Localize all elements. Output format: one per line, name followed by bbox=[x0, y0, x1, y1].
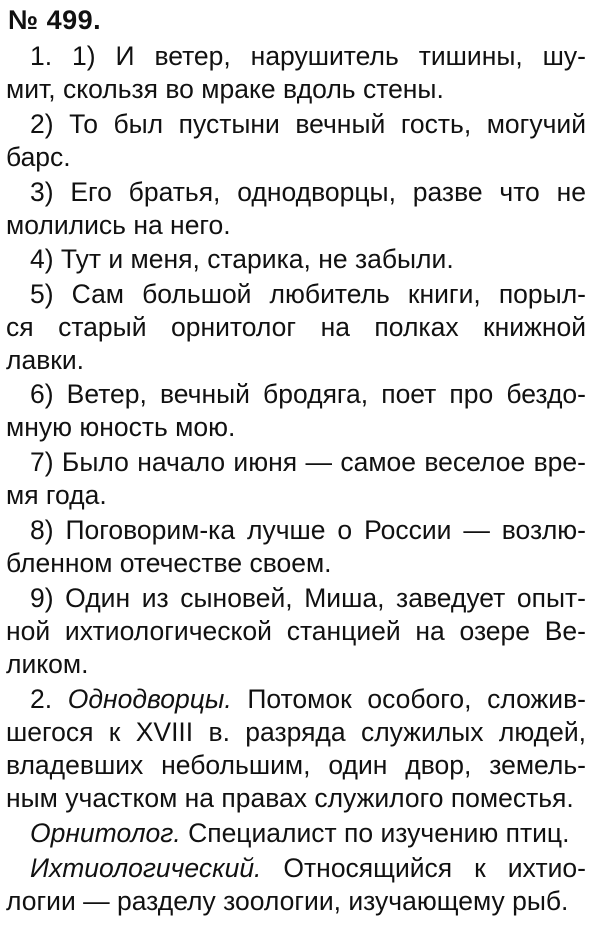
text-line: ся старый орнитолог на полках книжной bbox=[6, 312, 586, 342]
text-line: владевших небольшим, один двор, земель- bbox=[6, 750, 586, 780]
text-line: барс. bbox=[6, 142, 71, 172]
defined-term: Однодворцы. bbox=[67, 684, 232, 714]
definition-line bbox=[30, 817, 586, 850]
text-line: молились на него. bbox=[6, 210, 231, 240]
definition-text: Потомок особого, сложив- bbox=[231, 684, 586, 714]
text-line: 2) То был пустыни вечный гость, могучий bbox=[30, 109, 586, 139]
text-line: 9) Один из сыновей, Миша, заведует опыт- bbox=[30, 583, 586, 613]
definition-text: Специалист по изучению птиц. bbox=[180, 818, 570, 848]
text-line: ной ихтиологической станцией на озере Ве- bbox=[6, 616, 586, 646]
text-line: 8) Поговорим-ка лучше о России — возлю- bbox=[30, 515, 586, 545]
text-line: 3) Его братья, однодворцы, разве что не bbox=[30, 177, 586, 207]
text-line: шегося к XVIII в. разряда служилых людей, bbox=[6, 717, 586, 747]
defined-term: Орнитолог. bbox=[30, 818, 181, 848]
text-line: 7) Было начало июня — самое веселое вре- bbox=[30, 447, 586, 477]
text-line: ликом. bbox=[6, 649, 89, 679]
exercise-number: № 499. bbox=[8, 5, 102, 35]
definition-text: Относящийся к ихтио- bbox=[261, 853, 586, 883]
text-line: мя года. bbox=[6, 480, 107, 510]
text-line: лавки. bbox=[6, 345, 85, 375]
text-line: логии — разделу зоологии, изучающему рыб. bbox=[6, 886, 569, 916]
text-line: бленном отечестве своем. bbox=[6, 548, 332, 578]
definition-line bbox=[30, 683, 586, 716]
defined-term: Ихтиологический. bbox=[30, 853, 262, 883]
item-number: 2. bbox=[30, 684, 68, 714]
text-line: ным участком на правах служилого поместья. bbox=[6, 783, 574, 813]
text-line: 6) Ветер, вечный бродяга, поет про бездо- bbox=[30, 379, 586, 409]
definition-line bbox=[30, 852, 586, 885]
text-line: мную юность мою. bbox=[6, 412, 236, 442]
text-line: мит, скользя во мраке вдоль стены. bbox=[6, 74, 444, 104]
text-line: 5) Сам большой любитель книги, порыл- bbox=[30, 279, 586, 309]
text-line: 1. 1) И ветер, нарушитель тишины, шу- bbox=[30, 41, 586, 71]
text-line: 4) Тут и меня, старика, не забыли. bbox=[30, 244, 454, 274]
